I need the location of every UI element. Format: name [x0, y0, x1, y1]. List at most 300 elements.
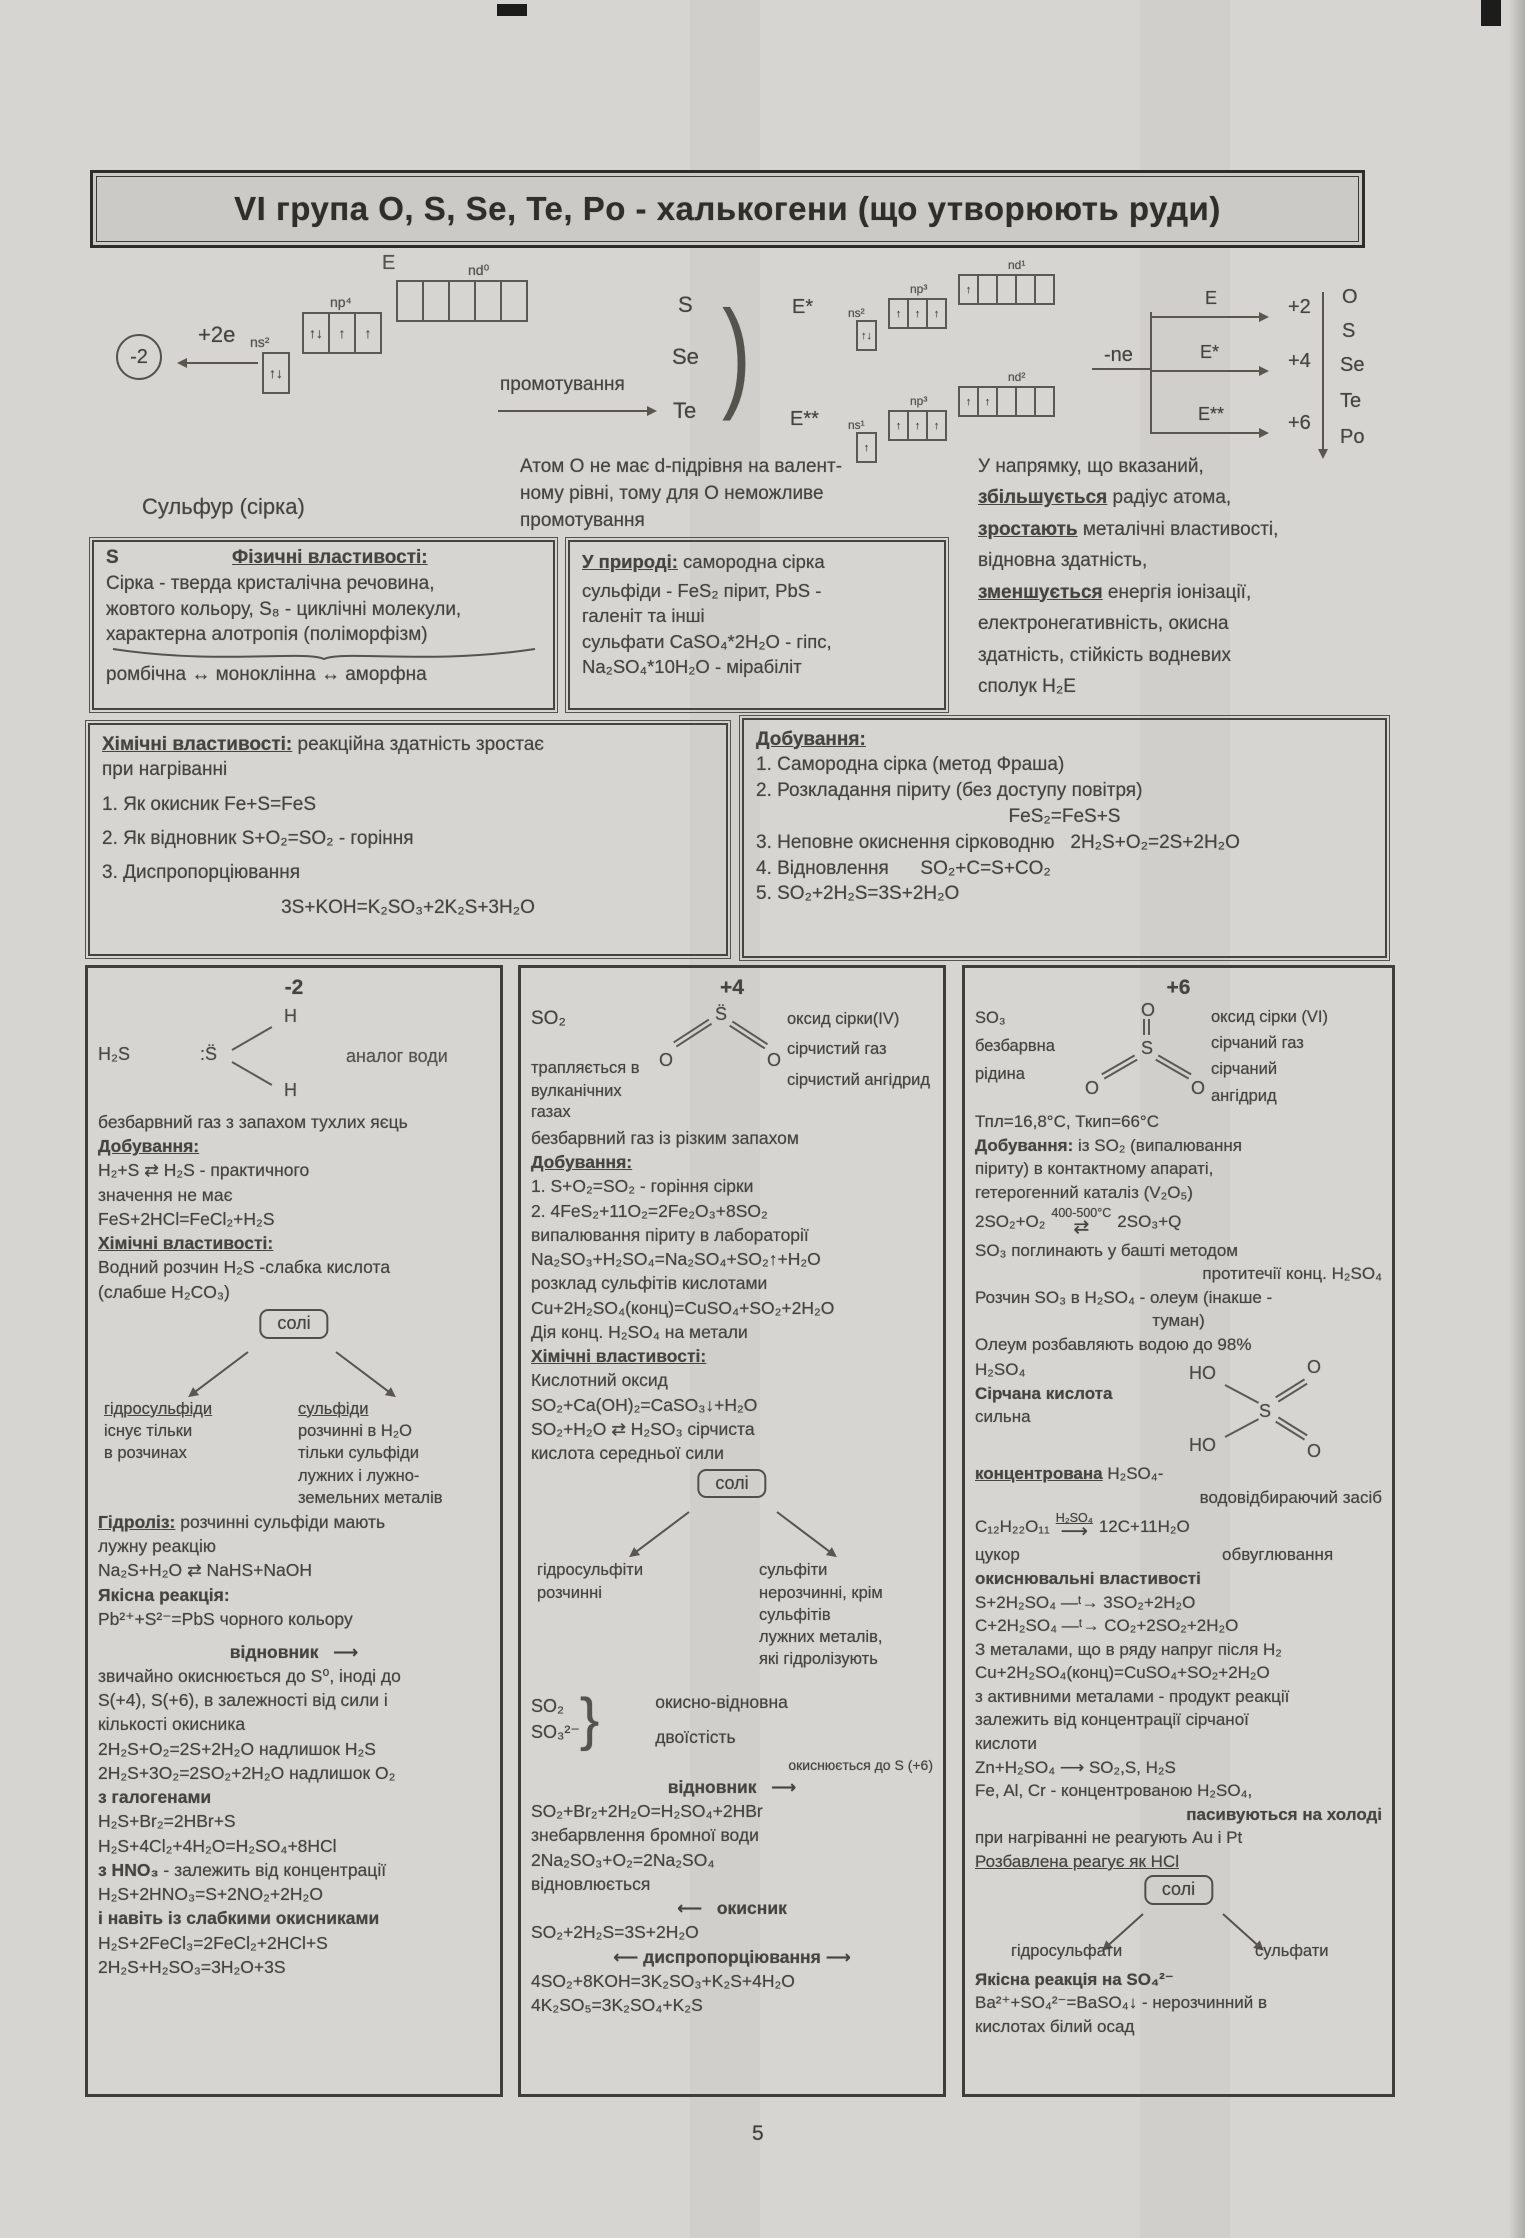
np-sublevel-label: np³ — [910, 282, 928, 296]
element-se: Se — [672, 344, 699, 369]
text-line: електронегативність, окисна — [978, 613, 1229, 635]
h2so4-structure — [1185, 1358, 1382, 1462]
text-line: з активними металами - продукт реакції — [975, 1686, 1290, 1706]
nd-sublevel-label: nd⁰ — [468, 262, 490, 278]
text-line: SO₃ — [975, 1008, 1006, 1027]
bond — [1225, 1384, 1259, 1404]
text-line: сірчистий ангідрид — [787, 1070, 930, 1089]
text-line: SO₂+Ca(OH)₂=CaSO₃↓+H₂O — [531, 1394, 758, 1415]
text-line: Добування: — [756, 728, 866, 750]
nd-sublevel-label: nd¹ — [1008, 258, 1026, 272]
text-line: Добування: — [98, 1136, 200, 1157]
text-line: C+2H₂SO₄ —ᵗ→ CO₂+2SO₂+2H₂O — [975, 1616, 1239, 1636]
diagonal-arrow — [195, 1351, 249, 1392]
text-line: SO₃ поглинають у башті методом — [975, 1240, 1238, 1260]
text-line: 5. SO₂+2H₂S=3S+2H₂O — [756, 883, 960, 905]
plus6-text-1 — [975, 1111, 1382, 1204]
text-line: 4. Відновлення SO₂+C=S+CO₂ — [756, 857, 1051, 879]
text-line: гідросульфіти — [537, 1561, 644, 1580]
np-orbital-boxes — [302, 312, 380, 354]
brace-icon: ) — [722, 285, 751, 421]
plus6-text-2 — [975, 1240, 1382, 1356]
text-line: Pb²⁺+S²⁻=PbS чорного кольору — [98, 1608, 353, 1629]
text-line: сульфіди - FeS₂ пірит, PbS - — [582, 580, 822, 602]
orbital-cell: ↑↓ — [262, 352, 290, 394]
bond — [1225, 1418, 1259, 1438]
products: 12C+11H₂O — [1098, 1516, 1190, 1536]
oxidation-state: +2 — [1288, 296, 1311, 318]
element-symbol: S — [106, 547, 119, 568]
lead-label: зменшується — [978, 581, 1103, 603]
text-line: оксид сірки(IV) — [787, 1009, 900, 1028]
products: 2SO₃+Q — [1117, 1211, 1182, 1231]
occurrence-note — [531, 1058, 659, 1124]
lead-label: Гідроліз: — [98, 1511, 176, 1532]
ns-orbital-box — [856, 320, 875, 351]
minus2-text-3 — [98, 1665, 490, 1979]
nd-orbital-boxes — [396, 280, 526, 322]
text-line: звичайно окиснюється до S⁰, іноді до — [98, 1665, 401, 1686]
text-line: 1. Самородна сірка (метод Фраша) — [756, 754, 1065, 776]
page-number: 5 — [752, 2122, 764, 2145]
text-line: тільки сульфіди — [298, 1444, 419, 1463]
text-line: знебарвлення бромної води — [531, 1825, 759, 1846]
chem-text — [102, 733, 714, 920]
sulfide-salts-diagram — [98, 1309, 490, 1509]
phys-header-row — [106, 546, 541, 570]
branch-line — [1150, 312, 1152, 434]
text-line: з галогенами — [98, 1787, 212, 1808]
text-line: Дія конц. H₂SO₄ на метали — [531, 1321, 748, 1342]
sulfite-ion-label: SO₃²⁻ — [531, 1722, 580, 1743]
np-orbital-boxes — [888, 298, 945, 329]
plus6-text-5 — [975, 1969, 1382, 2038]
group-element: Se — [1340, 354, 1365, 376]
text-line: безбарвна — [975, 1036, 1055, 1055]
text-line: сильна — [975, 1407, 1031, 1427]
text-line: Хімічні властивості: реакційна здатність зростає — [102, 733, 545, 755]
lead-label: з HNO₃ — [98, 1859, 159, 1880]
hydrogen-atom: H — [284, 1006, 297, 1027]
occurrence-box — [568, 540, 946, 710]
state-e-label: E — [1205, 288, 1218, 308]
obtaining-text — [756, 728, 1373, 907]
group-trend-arrow — [1322, 292, 1324, 450]
hydrosulfites-info — [537, 1559, 707, 1605]
text-line: 4K₂SO₅=3K₂SO₄+K₂S — [531, 1995, 703, 2016]
title-banner — [90, 170, 1365, 248]
text-line: Na₂SO₃+H₂SO₄=Na₂SO₄+SO₂↑+H₂O — [531, 1249, 821, 1270]
water-analog-note: аналог води — [346, 1046, 448, 1067]
text-line: 1. Як окисник Fe+S=FeS — [102, 793, 317, 815]
sugar-caption-row — [975, 1544, 1333, 1566]
text-line: ангідрид — [1211, 1086, 1277, 1105]
text-line: сірчаний газ — [1211, 1034, 1304, 1053]
so2-formula: SO₂ — [531, 1008, 566, 1030]
np-sublevel-label: np⁴ — [330, 294, 352, 310]
text-line: (слабше H₂CO₃) — [98, 1281, 230, 1302]
text-line: нерозчинні, крім — [759, 1583, 883, 1602]
text-line: зменшується енергія іонізації, — [978, 581, 1252, 603]
np-sublevel-label: np³ — [910, 394, 928, 408]
lead-label: концентрована — [975, 1464, 1103, 1484]
text-line: H₂S+4Cl₂+4H₂O=H₂SO₄+8HCl — [98, 1835, 337, 1856]
conditional-arrow — [1051, 1207, 1111, 1237]
sulfur-atom: S — [1259, 1400, 1272, 1421]
redox-text — [655, 1685, 788, 1755]
so2-structure — [659, 1003, 787, 1099]
text-line: рідина — [975, 1064, 1025, 1083]
arrow-icon: ⟶ — [1060, 1521, 1088, 1543]
text-line: Атом О не має d-підрівня на валент- — [520, 455, 843, 477]
double-bond — [1275, 1416, 1308, 1440]
plus6-text-4 — [975, 1568, 1382, 1873]
allotropes-row: ромбічна ↔ моноклінна ↔ аморфна — [106, 663, 427, 685]
text-line: сірчаний — [1211, 1060, 1278, 1079]
orbital-cell — [996, 274, 1017, 305]
conditional-arrow — [1056, 1512, 1093, 1542]
text-line: Хімічні властивості: — [98, 1233, 274, 1254]
text-line: 1. S+O₂=SO₂ - горіння сірки — [531, 1176, 754, 1197]
orbital-cell — [996, 386, 1017, 417]
double-bond — [1275, 1378, 1308, 1402]
text-line: з HNO₃ - залежить від концентрації — [98, 1859, 387, 1880]
text-line: промотування — [520, 509, 645, 531]
left-arrow — [186, 362, 258, 364]
hydrosulfates-label: гідросульфати — [1011, 1942, 1123, 1961]
branch-line — [1092, 368, 1150, 370]
so3-left — [975, 1003, 1083, 1110]
text-line: кількості окисника — [98, 1714, 246, 1735]
so3-structure-row — [975, 1000, 1382, 1110]
orbital-cell: ↑ — [958, 386, 979, 417]
occurrence-text — [582, 550, 932, 679]
orbital-cell: ↑ — [907, 298, 928, 329]
sulfur-atom: S — [1141, 1038, 1154, 1059]
state-estar-label: E* — [1200, 342, 1220, 362]
text-line: відновна здатність, — [978, 550, 1148, 572]
redox-pair — [531, 1692, 580, 1748]
oxygen-atom: O — [659, 1050, 674, 1071]
text-line: Cu+2H₂SO₄(конц)=CuSO₄+SO₂+2H₂O — [975, 1663, 1270, 1683]
text-line: при нагріванні не реагують Au і Pt — [975, 1828, 1243, 1848]
orbital-cell: ↑ — [888, 298, 909, 329]
text-line: 2. 4FeS₂+11O₂=2Fe₂O₃+8SO₂ — [531, 1200, 768, 1221]
group-element: S — [1342, 320, 1356, 342]
brace-curve-icon — [109, 647, 539, 661]
oxygen-atom: O — [767, 1050, 782, 1071]
sulfur-atom: S̈ — [715, 1004, 728, 1025]
text-line: вулканічних газах — [531, 1081, 622, 1122]
plus6-column — [962, 965, 1395, 2097]
h2s-structure — [98, 1003, 490, 1109]
orbital-cell: ↑ — [958, 274, 979, 305]
plus6-text-3 — [975, 1463, 1382, 1509]
minus2-column — [85, 965, 503, 2097]
diagonal-arrow — [1222, 1913, 1258, 1945]
text-line: 4SO₂+8KOH=3K₂SO₃+K₂S+4H₂O — [531, 1970, 795, 1991]
text-line: Кислотний оксид — [531, 1370, 668, 1391]
orbital-cell: ↑ — [926, 410, 947, 441]
branch-arrow — [1152, 432, 1260, 434]
text-line: Сірка - тверда кристалічна речовина, — [106, 572, 435, 594]
lead-label: Хімічні властивості: — [102, 733, 293, 755]
text-line: Fe, Al, Cr - концентрованою H₂SO₄, — [975, 1781, 1253, 1801]
text-line: при нагріванні — [102, 759, 228, 781]
ns-sublevel-label: ns² — [848, 306, 865, 320]
lead-label: зростають — [978, 518, 1078, 540]
oxygen-atom: O — [1141, 1000, 1156, 1021]
text-line: концентрована H₂SO₄- — [975, 1464, 1164, 1484]
sulfur-heading: Сульфур (сірка) — [142, 494, 305, 519]
orbital-cell — [1034, 274, 1055, 305]
text-line: S(+4), S(+6), в залежності від сили і — [98, 1690, 388, 1711]
sugar-dehydration-reaction — [975, 1512, 1382, 1542]
double-bond — [729, 1021, 768, 1050]
text-line: сульфати CaSO₄*2H₂O - гіпс, — [582, 630, 832, 652]
text-line: безбарвний газ з запахом тухлих яєць — [98, 1111, 408, 1132]
oxidation-state: +4 — [1288, 350, 1311, 372]
so3-structure — [1083, 1000, 1211, 1103]
text-line: гетерогенний каталіз (V₂O₅) — [975, 1183, 1193, 1203]
sulfides-info — [298, 1397, 493, 1510]
text-line: сульфітів — [759, 1605, 831, 1624]
text-line: сульфіти — [759, 1561, 828, 1580]
reaction-condition: H₂SO₄ — [1055, 1510, 1093, 1525]
text-line: 2Na₂SO₃+O₂=2Na₂SO₄ — [531, 1849, 715, 1870]
text-line: H₂S+2FeCl₃=2FeCl₂+2HCl+S — [98, 1932, 328, 1953]
text-line: гідросульфіди — [104, 1399, 213, 1418]
text-line: ⟵ диспропорціювання ⟶ — [613, 1946, 851, 1967]
text-line: FeS₂=FeS+S — [1008, 805, 1121, 827]
text-line: земельних металів — [298, 1488, 443, 1507]
nd-orbital-boxes — [958, 386, 1053, 417]
charge-badge: -2 — [116, 334, 162, 380]
text-line: протитечії конц. H₂SO₄ — [1202, 1264, 1382, 1284]
sulfate-salts-diagram — [975, 1875, 1382, 1967]
excited-state-label: E* — [792, 296, 814, 318]
text-line: Гідроліз: розчинні сульфіди мають — [98, 1511, 386, 1532]
text-line: лужну реакцію — [98, 1536, 217, 1557]
text-line: SO₂+Br₂+2H₂O=H₂SO₄+2HBr — [531, 1801, 763, 1822]
orbital-cell: ↑↓ — [302, 312, 330, 354]
oxidation-state-header: -2 — [284, 976, 304, 999]
page-title: VI група O, S, Se, Te, Po - халькогени (що утворюють руди) — [234, 190, 1221, 227]
sulfates-label: сульфати — [1255, 1942, 1329, 1961]
phys-text — [106, 572, 541, 648]
text-line: 2H₂S+O₂=2S+2H₂O надлишок H₂S — [98, 1738, 376, 1759]
text-line: і навіть із слабкими окисниками — [98, 1908, 380, 1929]
text-line: існує тільки — [104, 1422, 193, 1441]
text-line: зростають металічні властивості, — [978, 518, 1279, 540]
so3-names — [1211, 1003, 1382, 1110]
text-line: випалювання піриту в лабораторії — [531, 1224, 809, 1245]
scan-artifact — [1481, 0, 1501, 26]
np-orbital-boxes — [888, 410, 945, 441]
plus4-text-2 — [531, 1776, 933, 2017]
text-line: ному рівні, тому для О неможливе — [520, 482, 824, 504]
orbital-cell — [977, 274, 998, 305]
double-bond — [673, 1019, 712, 1048]
text-line: розчинні в H₂O — [298, 1422, 412, 1441]
so2-names — [787, 1003, 933, 1125]
ns-sublevel-label: ns¹ — [848, 418, 865, 432]
text-line: кислота середньої сили — [531, 1443, 724, 1464]
text-line: здатність, стійкість водневих — [978, 644, 1231, 666]
so2-left — [531, 1003, 659, 1125]
element-te: Te — [673, 398, 697, 423]
text-line: Ba²⁺+SO₄²⁻=BaSO₄↓ - нерозчинний в — [975, 1993, 1267, 2013]
brace-icon: } — [579, 1686, 600, 1752]
branch-arrow — [1152, 316, 1260, 318]
element-symbol-label: E — [382, 252, 396, 274]
so2-structure-row — [531, 1003, 933, 1125]
text-line: пасивуються на холоді — [1186, 1804, 1382, 1824]
oxygen-atom: O — [1307, 1356, 1322, 1377]
oxidation-state: +6 — [1288, 412, 1311, 434]
acid-text — [975, 1358, 1185, 1462]
text-line: ⟵ окисник — [677, 1898, 787, 1919]
reactants: C₁₂H₂₂O₁₁ — [975, 1516, 1050, 1536]
contact-process-reaction — [975, 1207, 1382, 1237]
text-line: водовідбираючий засіб — [1199, 1487, 1382, 1507]
text-line: жовтого кольору, S₈ - циклічні молекули, — [106, 598, 462, 620]
page-edge-shadow — [1509, 0, 1525, 2238]
text-line: H₂S+Br₂=2HBr+S — [98, 1811, 236, 1832]
orbital-cell: ↑ — [354, 312, 382, 354]
orbital-cell — [500, 280, 528, 322]
plus4-text-1 — [531, 1127, 933, 1465]
nd-orbital-boxes — [958, 274, 1053, 305]
text-line: розчинні — [537, 1583, 602, 1602]
text-line: Розчин SO₃ в H₂SO₄ - олеум (інакше - — [975, 1287, 1273, 1307]
hydroxyl-group: HO — [1189, 1434, 1216, 1455]
minus2-text-1 — [98, 1111, 490, 1304]
promotion-arrow — [498, 410, 648, 412]
text-line: галеніт та інші — [582, 605, 705, 627]
text-line: 2H₂S+3O₂=2SO₂+2H₂O надлишок O₂ — [98, 1762, 396, 1783]
ns-orbital-box — [262, 352, 288, 394]
text-line: оксид сірки (VI) — [1211, 1007, 1328, 1026]
group-element: Po — [1340, 426, 1365, 448]
text-line: H₂S+2HNO₃=S+2NO₂+2H₂O — [98, 1884, 323, 1905]
diagonal-arrow — [636, 1511, 690, 1552]
orbital-cell — [1015, 274, 1036, 305]
text-line: сульфіди — [298, 1399, 369, 1418]
text-line: окиснювальні властивості — [975, 1568, 1201, 1588]
redox-line: окисно-відновна — [655, 1691, 788, 1712]
sulfur-atom: :S̈ — [200, 1044, 218, 1065]
text-line: S+2H₂SO₄ —ᵗ→ 3SO₂+2H₂O — [975, 1592, 1196, 1612]
chemical-properties-box — [88, 723, 728, 956]
text-line: FeS+2HCl=FeCl₂+H₂S — [98, 1208, 275, 1229]
text-line: сірчистий газ — [787, 1040, 887, 1059]
lead-label: збільшується — [978, 487, 1108, 509]
text-line: У напрямку, що вказаний, — [978, 455, 1204, 477]
oxygen-note — [520, 452, 980, 535]
sulfites-info — [759, 1559, 944, 1672]
text-line: 2. Як відновник S+O₂=SO₂ - горіння — [102, 827, 414, 849]
group-trend-text — [978, 450, 1398, 704]
orbital-cell: ↑ — [926, 298, 947, 329]
hydroxyl-group: HO — [1189, 1362, 1216, 1383]
text-line: лужних і лужно- — [298, 1466, 420, 1485]
state-estar2-label: E** — [1198, 404, 1225, 424]
text-line: Олеум розбавляють водою до 98% — [975, 1335, 1252, 1355]
orbital-cell — [422, 280, 450, 322]
text-line: Якісна реакція: — [98, 1584, 230, 1605]
oxygen-atom: O — [1085, 1078, 1100, 1099]
oxygen-atom: O — [1191, 1078, 1206, 1099]
lead-label: Добування: — [975, 1135, 1074, 1155]
excited-state2-label: E** — [790, 408, 819, 430]
text-line: кислоти — [975, 1734, 1037, 1754]
redox-duality-block — [531, 1685, 933, 1755]
text-line: збільшується радіус атома, — [978, 487, 1232, 509]
text-line: Сірчана кислота — [975, 1383, 1113, 1403]
text-line: відновник ⟶ — [229, 1641, 359, 1662]
phys-heading: Фізичні властивості: — [232, 547, 428, 568]
physical-properties-box — [92, 540, 555, 710]
orbital-cell — [448, 280, 476, 322]
oxidation-state-header: +4 — [720, 976, 744, 999]
text-line: 3. Диспропорціювання — [102, 862, 301, 884]
text-line: розклад сульфітів кислотами — [531, 1273, 768, 1294]
text-line: 2H₂S+H₂SO₃=3H₂O+3S — [98, 1956, 286, 1977]
diagonal-arrow — [776, 1511, 830, 1552]
orbital-cell — [1015, 386, 1036, 417]
double-bond — [1143, 1019, 1150, 1035]
text-line: З металами, що в ряду напруг після H₂ — [975, 1639, 1282, 1659]
orbital-cell: ↑↓ — [856, 320, 877, 351]
group-element: Te — [1340, 390, 1362, 412]
text-line: Добування: — [531, 1152, 633, 1173]
text-line: Cu+2H₂SO₄(конц)=CuSO₄+SO₂+2H₂O — [531, 1297, 835, 1318]
diagonal-arrow — [335, 1351, 389, 1392]
text-line: Zn+H₂SO₄ ⟶ SO₂,S, H₂S — [975, 1757, 1176, 1777]
promotion-label: промотування — [500, 374, 625, 395]
orbital-cell: ↑ — [907, 410, 928, 441]
text-line: піриту) в контактному апараті, — [975, 1159, 1214, 1179]
ns-sublevel-label: ns² — [250, 334, 270, 350]
orbital-cell: ↑ — [977, 386, 998, 417]
text-line: 2. Розкладання піриту (без доступу повітря) — [756, 780, 1143, 802]
salts-label: солі — [259, 1309, 328, 1338]
reaction-condition: 400-500°С — [1051, 1206, 1112, 1221]
text-line: туман) — [1152, 1311, 1205, 1331]
text-line: значення не має — [98, 1184, 233, 1205]
text-line: Na₂SO₄*10H₂O - мірабіліт — [582, 655, 802, 677]
scan-artifact — [497, 4, 527, 16]
sulfuric-acid-block — [975, 1358, 1382, 1462]
sugar-caption: цукор — [975, 1545, 1020, 1565]
text-line: Хімічні властивості: — [531, 1346, 707, 1367]
double-bond — [1101, 1055, 1137, 1080]
text-line: відновник ⟶ — [667, 1776, 797, 1797]
text-line: Водний розчин H₂S -слабка кислота — [98, 1257, 391, 1278]
double-bond — [1155, 1055, 1191, 1080]
plus4-column — [518, 965, 946, 2097]
reactants: 2SO₂+O₂ — [975, 1211, 1046, 1231]
text-line: в розчинах — [104, 1444, 187, 1463]
oxygen-atom: O — [1307, 1440, 1322, 1461]
h2s-formula: H₂S — [98, 1044, 130, 1065]
salts-label: солі — [1144, 1875, 1213, 1904]
text-line: H₂SO₄ — [975, 1360, 1026, 1380]
text-line: кислотах білий осад — [975, 2016, 1135, 2036]
text-line: які гідролізують — [759, 1650, 878, 1669]
text-line: Тпл=16,8°С, Ткип=66°С — [975, 1112, 1159, 1132]
